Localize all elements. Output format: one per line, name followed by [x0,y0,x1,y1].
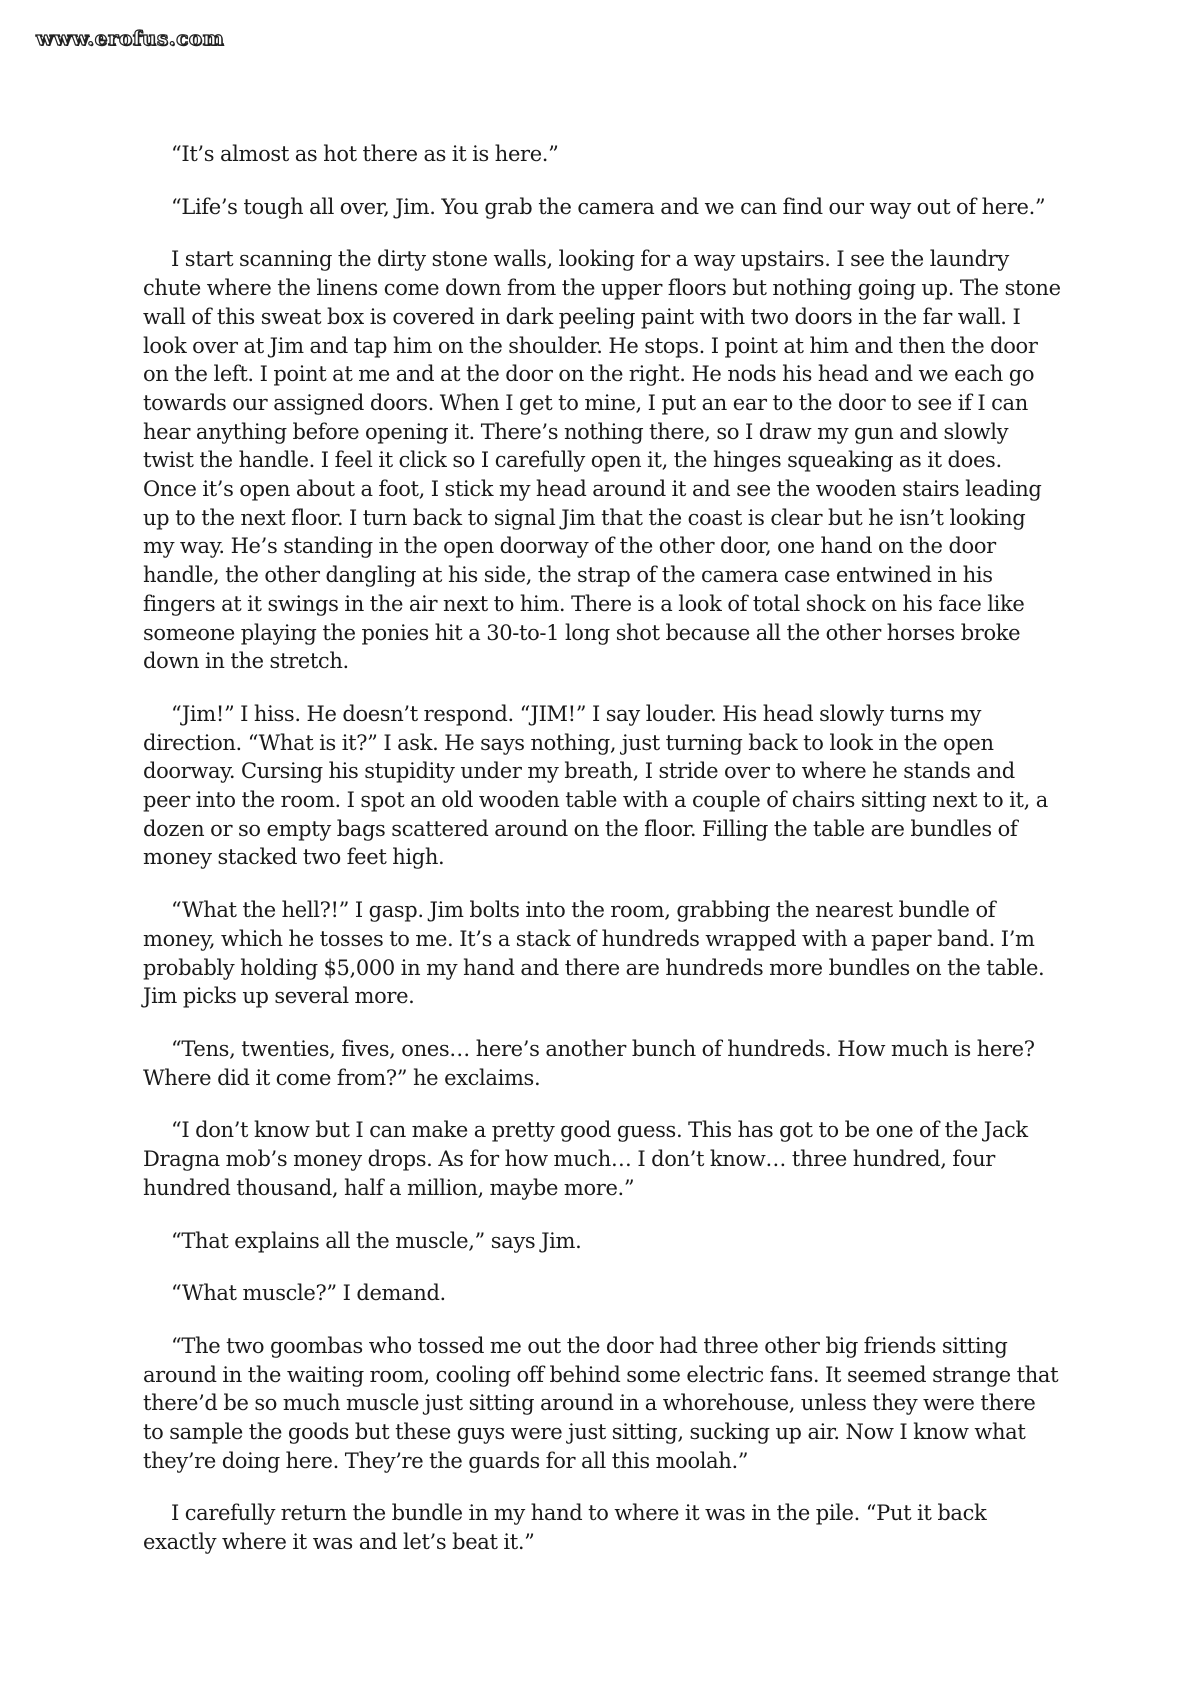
paragraph: “It’s almost as hot there as it is here.” [171,142,559,166]
paragraph: I start scanning the dirty stone walls, looking for a way upstairs. I see the laundry chute where the linens come down from the upper floors but nothing going up. The stone wall of this sweat box is covered in dark peeling paint with two doors in the far wall. I look over at Jim and tap him on the shoulder. He stops. I point at him and then the door on the left. I point at me and at the door on the right. He nods his head and we each go towards our assigned doors. When I get to mine, I put an ear to the door to see if I can hear anything before opening it. There’s nothing there, so I draw my gun and slowly twist the handle. I feel it click so I carefully open it, the hinges squeaking as it does. Once it’s open about a foot, I stick my head around it and see the wooden stairs leading up to the next floor. I turn back to signal Jim that the coast is clear but he isn’t looking my way. He’s standing in the open doorway of the other door, one hand on the door handle, the other dangling at his side, the strap of the camera case entwined in his fingers at it swings in the air next to him. There is a look of total shock on his face like someone playing the ponies hit a 30-to-1 long shot because all the other horses broke down in the stretch. [143,247,1061,674]
paragraph: “Tens, twenties, fives, ones… here’s another bunch of hundreds. How much is here? Where did it come from?” he exclaims. [143,1036,1035,1090]
paragraph: “That explains all the muscle,” says Jim. [171,1228,582,1253]
page-body [143,140,1061,1581]
paragraph: “What muscle?” I demand. [171,1281,446,1306]
paragraph: “Jim!” I hiss. He doesn’t respond. “JIM!” I say louder. His head slowly turns my direction. “What is it?” I ask. He says nothing, just turning back to look in the open doorway. Cursing his stupidity under my breath, I stride over to where he stands and peer into the room. I spot an old wooden table with a couple of chairs sitting next to it, a dozen or so empty bags scattered around on the floor. Filling the table are bundles of money stacked two feet high. [143,701,1048,870]
paragraph: “I don’t know but I can make a pretty good guess. This has got to be one of the Jack Dragna mob’s money drops. As for how much… I don’t know… three hundred, four hundred thousand, half a million, maybe more.” [143,1118,1028,1200]
watermark-logo: www.erofus.com [36,26,225,50]
paragraph: “What the hell?!” I gasp. Jim bolts into the room, grabbing the nearest bundle of money, which he tosses to me. It’s a stack of hundreds wrapped with a paper band. I’m probably holding $5,000 in my hand and there are hundreds more bundles on the table. Jim picks up several more. [143,898,1045,1009]
paragraph: “The two goombas who tossed me out the door had three other big friends sitting around in the waiting room, cooling off behind some electric fans. It seemed strange that there’d be so much muscle just sitting around in a whorehouse, unless they were there to sample the goods but these guys were just sitting, sucking up air. Now I know what they’re doing here. They’re the guards for all this moolah.” [143,1333,1059,1473]
paragraph: “Life’s tough all over, Jim. You grab the camera and we can find our way out of here.” [171,194,1046,219]
paragraph: I carefully return the bundle in my hand to where it was in the pile. “Put it back exactly where it was and let’s beat it.” [143,1501,987,1555]
